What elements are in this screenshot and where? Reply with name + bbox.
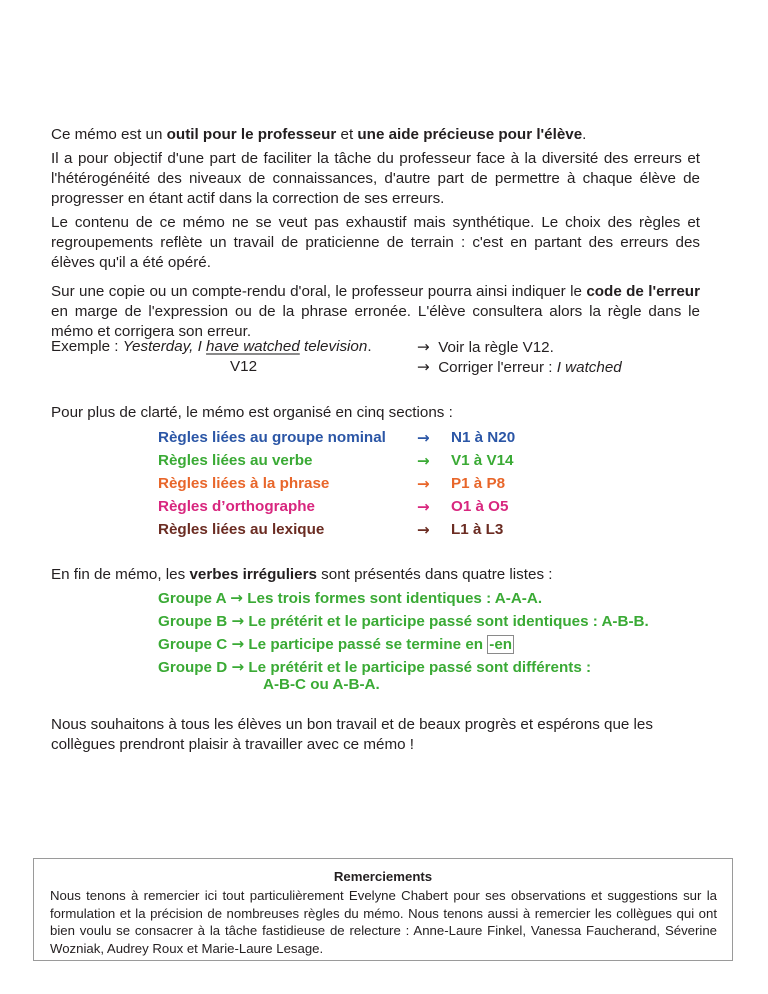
example-error-underlined: have watched [206,338,300,355]
error-code-bold: code de l'erreur [586,283,700,300]
group-d-line2: A-B-C ou A-B-A. [263,676,380,693]
section-range-nominal: N1 à N20 [451,429,516,446]
arrow-icon: → [230,589,244,607]
arrow-icon: → [417,429,430,447]
arrow-icon: → [231,635,245,653]
arrow-icon: → [417,338,430,356]
closing-paragraph: Nous souhaitons à tous les élèves un bon travail et de beaux progrès et espérons que les collègues prendront plaisir à travailler avec ce mémo ! [51,716,653,753]
suffix-en-boxed: -en [489,636,513,653]
verbs-intro: En fin de mémo, les verbes irréguliers sont présentés dans quatre listes : [51,566,553,583]
arrow-icon: → [231,612,245,630]
section-label-spelling: Règles d’orthographe [158,498,315,515]
section-range-spelling: O1 à O5 [451,498,509,515]
group-c: Groupe C → Le participe passé se termine en -en [158,635,513,653]
arrow-icon: → [417,521,430,539]
arrow-icon: → [231,658,245,676]
intro-bold-teacher-tool: outil pour le professeur [166,126,337,143]
arrow-icon: → [417,358,430,376]
verbs-bold: verbes irréguliers [189,566,317,583]
example-result-2: → Corriger l'erreur : I watched [417,358,622,376]
group-b: Groupe B → Le prétérit et le participe passé sont identiques : A-B-B. [158,612,649,630]
group-d: Groupe D → Le prétérit et le participe passé sont différents : [158,658,592,676]
example-line: Exemple : Yesterday, I have watched television. [51,338,372,355]
section-label-verb: Règles liées au verbe [158,452,313,469]
usage-paragraph: Sur une copie ou un compte-rendu d'oral, le professeur pourra ainsi indiquer le code de l'erreur en marge de l'expression ou de la phrase erronée. L'élève consultera alors la règle dans le mémo et corrigera son erreur. [51,283,700,340]
section-label-lexicon: Règles liées au lexique [158,521,325,538]
section-range-sentence: P1 à P8 [451,475,506,492]
section-label-nominal: Règles liées au groupe nominal [158,429,386,446]
acknowledgements-body: Nous tenons à remercier ici tout particulièrement Evelyne Chabert pour ses observations et suggestions sur la formulation et la précision de nombreuses règles du mémo. Nous tenons aussi à remercier les collègues qui ont bien voulu se consacrer à la tâche fastidieuse de relecture : Anne-Laure Finkel, Vanessa Faucherand, Séverine Wozniak, Audrey Roux et Marie-Laure Lesage. [50,888,717,956]
group-a: Groupe A → Les trois formes sont identiques : A-A-A. [158,589,543,607]
intro-paragraph-2: Il a pour objectif d'une part de faciliter la tâche du professeur face à la diversité des erreurs et l'hétérogénéité des niveaux de connaissances, d'autre part de permettre à chaque élève de progresser en étant actif dans la correction de ses erreurs. [51,150,700,207]
intro-paragraph-3: Le contenu de ce mémo ne se veut pas exhaustif mais synthétique. Le choix des règles et regroupements reflète un travail de praticienne de terrain : c'est en partant des erreurs des élèves qu'il a été opéré. [51,214,700,271]
intro-paragraph-1: Ce mémo est un outil pour le professeur et une aide précieuse pour l'élève. [51,126,587,143]
acknowledgements-box [33,858,733,961]
section-range-verb: V1 à V14 [451,452,514,469]
arrow-icon: → [417,498,430,516]
arrow-icon: → [417,452,430,470]
intro-section [51,125,700,273]
section-label-sentence: Règles liées à la phrase [158,475,330,492]
sections-intro: Pour plus de clarté, le mémo est organisé en cinq sections : [51,404,453,421]
acknowledgements-title: Remerciements [333,869,433,884]
example-code: V12 [230,358,258,375]
arrow-icon: → [417,475,430,493]
example-result-1: → Voir la règle V12. [417,338,554,356]
example-label: Exemple : [51,338,123,355]
intro-bold-student-aid: une aide précieuse pour l'élève [357,126,583,143]
section-range-lexicon: L1 à L3 [451,521,504,538]
